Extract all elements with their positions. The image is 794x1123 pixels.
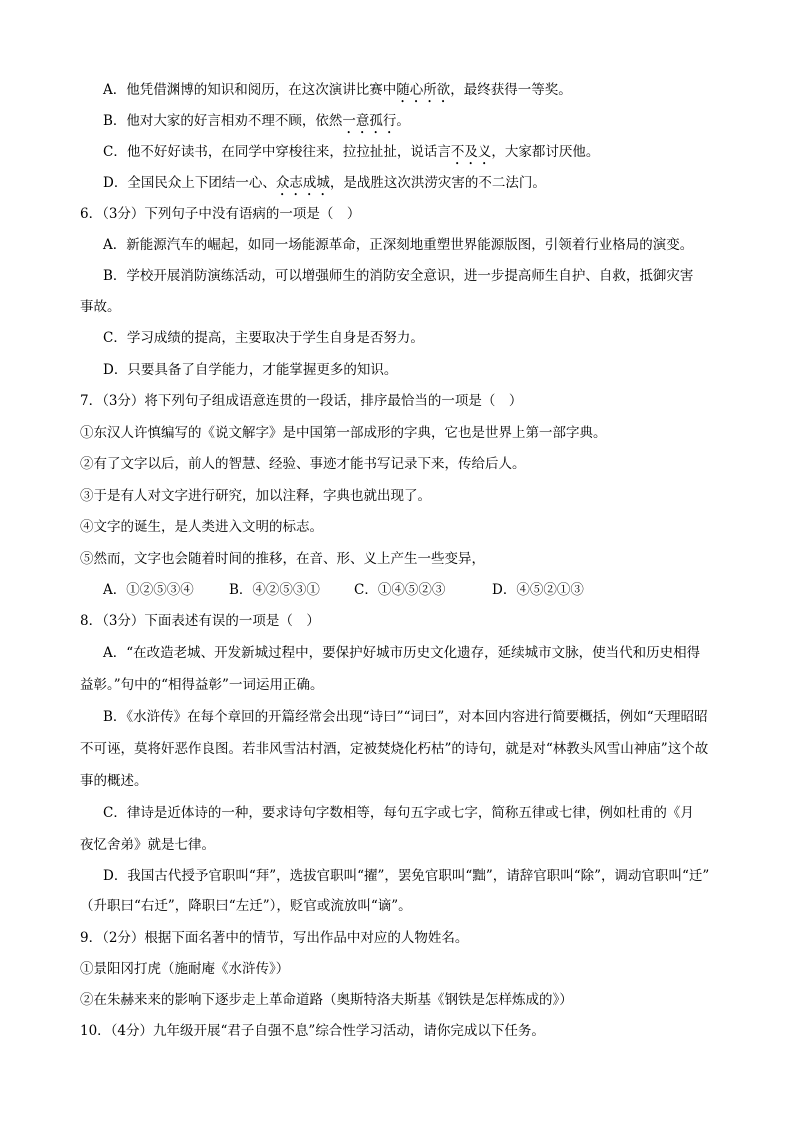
q8-option-a-line2: 益彰。”句中的“相得益彰”一词运用正确。 (80, 677, 324, 693)
q5-option-d-after: ，是战胜这次洪涝灾害的不二法门。 (329, 175, 546, 191)
q5-option-c (103, 142, 720, 168)
q6-option-b-line2: 事故。 (80, 299, 121, 315)
q8-option-d-line1: D．我国古代授予官职叫“拜”，选拔官职叫“擢”，罢免官职叫“黜”，请辞官职叫“除”，调动官职叫“迁” (103, 868, 710, 884)
q7-option-c: C．①④⑤②③ (354, 582, 446, 598)
q6-stem: 6．（3分）下列句子中没有语病的一项是（ ） (80, 206, 361, 222)
q7-option-a: A．①②⑤③④ (103, 582, 194, 598)
q5-option-a (103, 80, 720, 106)
q5-option-b-before: B．他对大家的好言相劝不理不顾，依然 (103, 113, 343, 129)
q8-option-b-line2: 不可诬，莫将奸恶作良图。若非风雪沽村酒，定被焚烧化朽枯”的诗句，就是对“林教头风雪山神庙”这个故 (80, 741, 709, 757)
q7-option-d: D．④⑤②①③ (492, 582, 584, 598)
q5-option-d-before: D．全国民众上下团结一心、 (103, 175, 276, 191)
q5-option-c-before: C．他不好好读书，在同学中穿梭往来，拉拉扯扯，说话言 (103, 144, 451, 160)
q5-option-c-after: ，大家都讨厌他。 (491, 144, 600, 160)
q7-option-b: B．④②⑤③① (229, 582, 320, 598)
q7-sentence-1: ①东汉人许慎编写的《说文解字》是中国第一部成形的字典，它也是世界上第一部字典。 (80, 425, 607, 441)
q5-option-a-after: ，最终获得一等奖。 (450, 82, 572, 98)
q6-option-d: D．只要具备了自学能力，才能掌握更多的知识。 (103, 362, 398, 378)
q5-option-c-dotted: 不及义 (450, 144, 492, 160)
q9-stem: 9．（2分）根据下面名著中的情节，写出作品中对应的人物姓名。 (80, 930, 469, 946)
q8-option-b-line1: B．《水浒传》在每个章回的开篇经常会出现“诗曰”“词曰”，对本回内容进行简要概括，例如“天理昭昭 (103, 709, 708, 725)
q8-option-b-line3: 事的概述。 (80, 773, 148, 789)
q5-option-d-dotted: 众志成城 (275, 175, 330, 191)
q9-item-1: ①景阳冈打虎（施耐庵《水浒传》） (80, 961, 290, 977)
q7-sentence-2: ②有了文字以后，前人的智慧、经验、事迹才能书写记录下来，传给后人。 (80, 456, 526, 472)
q6-option-c: C．学习成绩的提高，主要取决于学生自身是否努力。 (103, 330, 424, 346)
q9-item-2: ②在朱赫来来的影响下逐步走上革命道路（奥斯特洛夫斯基《钢铁是怎样炼成的》） (80, 992, 573, 1008)
q5-option-b (103, 111, 720, 137)
q6-option-a: A．新能源汽车的崛起，如同一场能源革命，正深刻地重塑世界能源版图，引领着行业格局的演变。 (103, 237, 694, 253)
q5-option-a-before: A．他凭借渊博的知识和阅历，在这次演讲比赛中 (103, 82, 397, 98)
q7-stem: 7．（3分）将下列句子组成语意连贯的一段话，排序最恰当的一项是（ ） (80, 393, 523, 409)
q8-option-a-line1: A．“在改造老城、开发新城过程中，要保护好城市历史文化遗存，延续城市文脉，使当代和历史相得 (103, 645, 701, 661)
q5-option-d (103, 173, 720, 199)
q7-sentence-5: ⑤然而，文字也会随着时间的推移，在音、形、义上产生一些变异， (80, 551, 485, 567)
q8-stem: 8．（3分）下面表述有误的一项是（ ） (80, 613, 320, 629)
q6-option-b-line1: B．学校开展消防演练活动，可以增强师生的消防安全意识，进一步提高师生自护、自救，抵御灾害 (103, 268, 694, 284)
q7-sentence-4: ④文字的诞生，是人类进入文明的标志。 (80, 519, 323, 535)
q7-sentence-3: ③于是有人对文字进行研究，加以注释，字典也就出现了。 (80, 488, 431, 504)
q10-stem: 10．（4分）九年级开展“君子自强不息”综合性学习活动，请你完成以下任务。 (80, 1023, 545, 1039)
q8-option-c-line1: C．律诗是近体诗的一种，要求诗句字数相等，每句五字或七字，简称五律或七律，例如杜甫的《月 (103, 805, 694, 821)
q5-option-b-dotted: 一意孤行 (342, 113, 397, 129)
q5-option-a-dotted: 随心所欲 (396, 82, 451, 98)
q8-option-c-line2: 夜忆舍弟》就是七律。 (80, 837, 215, 853)
q5-option-b-after: 。 (396, 113, 410, 129)
q8-option-d-line2: （升职曰“右迁”，降职曰“左迁”），贬官或流放叫“谪”。 (80, 898, 412, 914)
